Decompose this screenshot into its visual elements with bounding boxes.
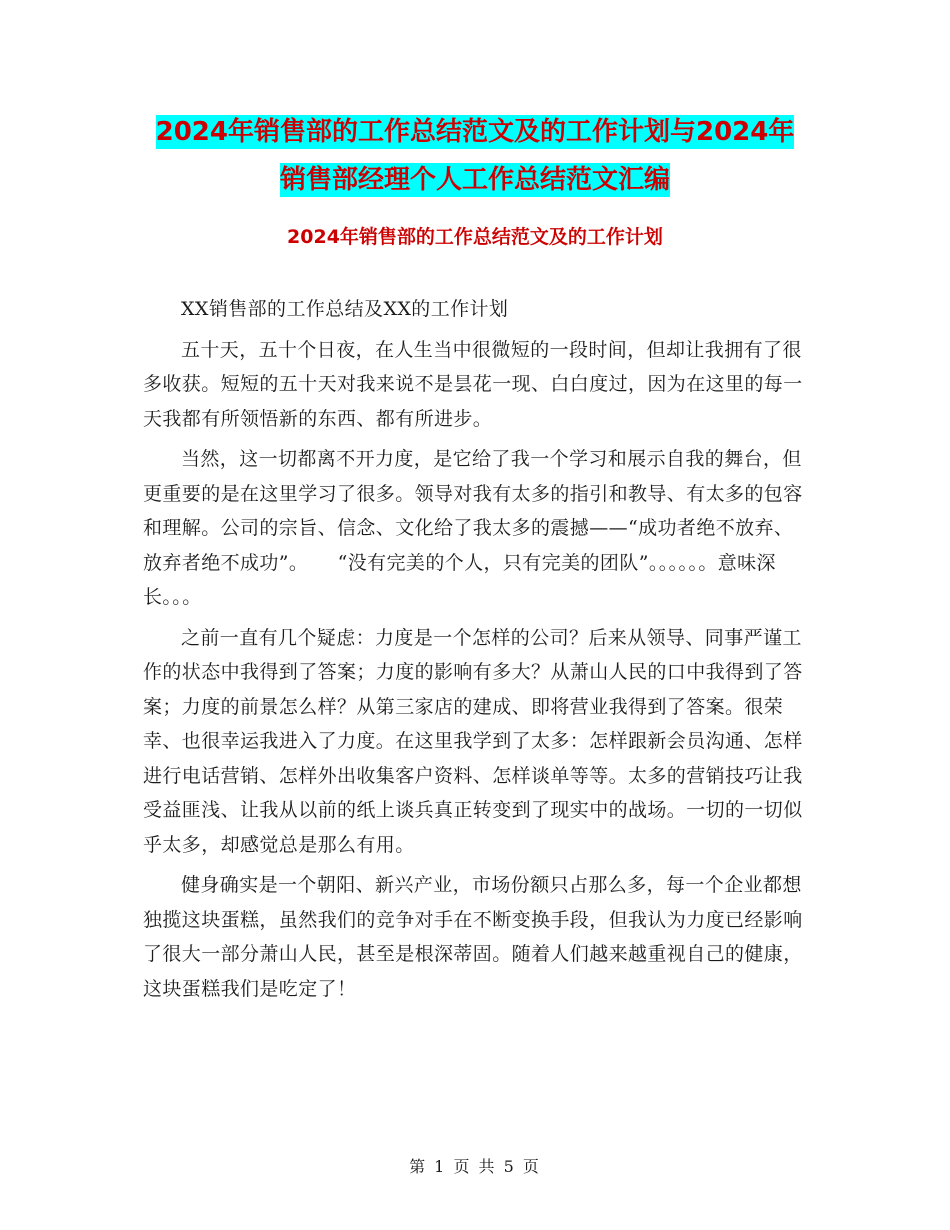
section-title: 2024年销售部的工作总结范文及的工作计划 [287,226,663,248]
paragraph-subtitle: XX销售部的工作总结及XX的工作计划 [181,298,509,320]
title-line-2: 销售部经理个人工作总结范文汇编 [279,165,670,195]
paragraph: 五十天，五十个日夜，在人生当中很微短的一段时间，但却让我拥有了很多收获。短短的五十天对我来说不是昙花一现、白白度过，因为在这里的每一天我都有所领悟新的东西、都有所进步。 [143,338,803,430]
paragraph: 当然，这一切都离不开力度，是它给了我一个学习和展示自我的舞台，但更重要的是在这里学习了很多。领导对我有太多的指引和教导、有太多的包容和理解。公司的宗旨、信念、文化给了我太多的震撼——“成功者绝不放弃、放弃者绝不成功”。 “没有完美的个人，只有完美的团队”。。。。。。意味深长。。。 [143,448,803,608]
paragraph: 健身确实是一个朝阳、新兴产业，市场份额只占那么多，每一个企业都想独揽这块蛋糕，虽然我们的竞争对手在不断变换手段，但我认为力度已经影响了很大一部分萧山人民，甚至是根深蒂固。随着人们越来越重视自己的健康，这块蛋糕我们是吃定了！ [143,874,803,1000]
page-footer: 第 1 页 共 5 页 [409,1157,541,1176]
title-line-1: 2024年销售部的工作总结范文及的工作计划与2024年 [155,117,795,147]
paragraph: 之前一直有几个疑虑：力度是一个怎样的公司？后来从领导、同事严谨工作的状态中我得到了答案；力度的影响有多大？从萧山人民的口中我得到了答案；力度的前景怎么样？从第三家店的建成、即将营业我得到了答案。很荣幸、也很幸运我进入了力度。在这里我学到了太多：怎样跟新会员沟通、怎样进行电话营销、怎样外出收集客户资料、怎样谈单等等。太多的营销技巧让我受益匪浅、让我从以前的纸上谈兵真正转变到了现实中的战场。一切的一切似乎太多，却感觉总是那么有用。 [143,626,803,856]
document-body [143,292,810,1012]
document-title [0,108,950,204]
